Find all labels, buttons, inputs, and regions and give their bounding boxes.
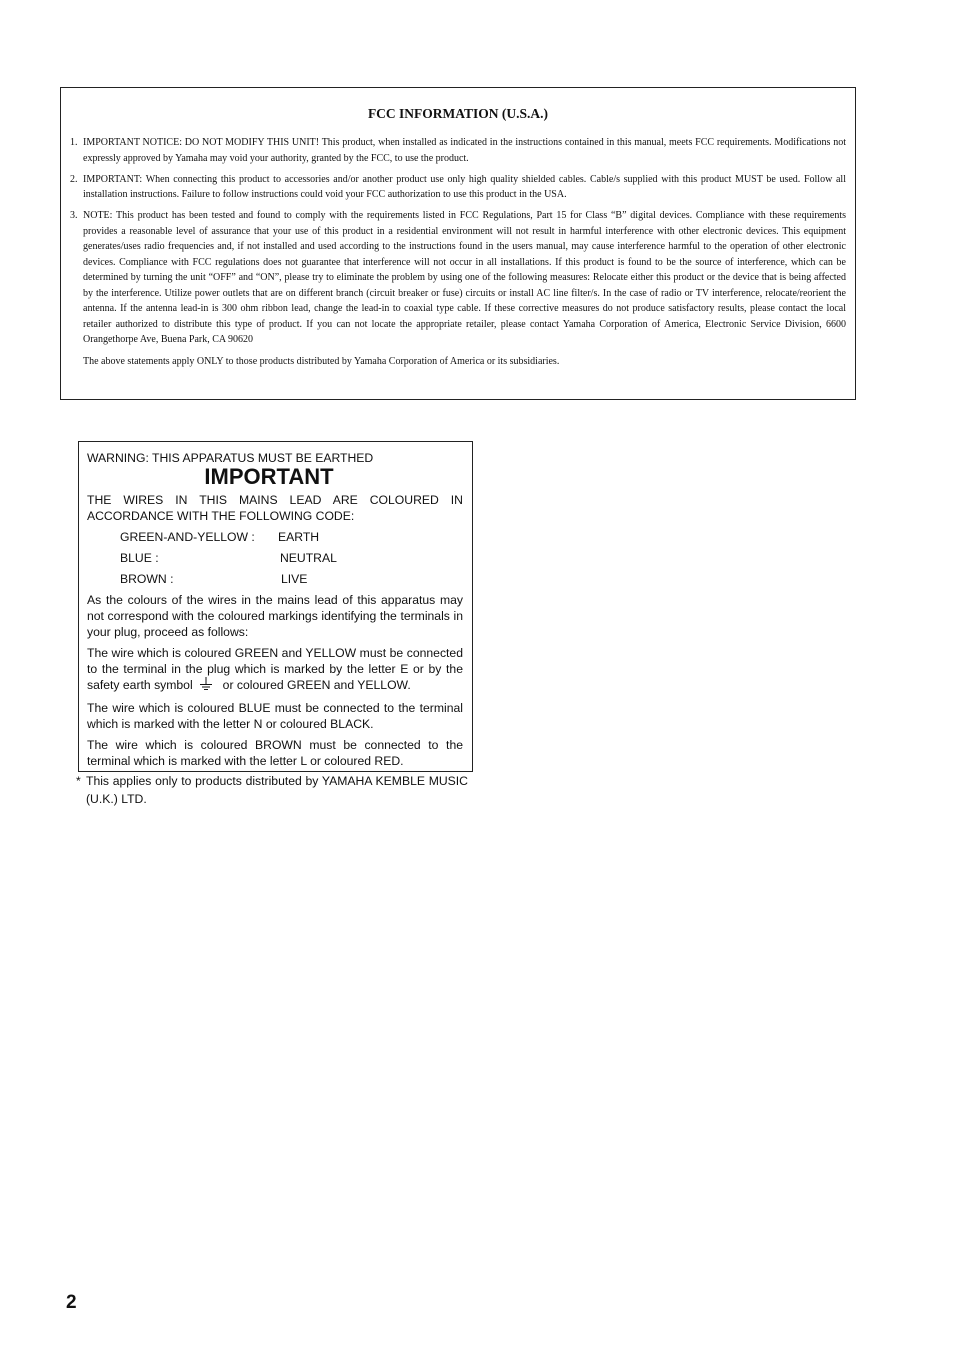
wire-paragraph: As the colours of the wires in the mains lead of this apparatus may not correspond with the coloured markings identifying the terminals in your plug, proceed as follows:: [87, 593, 463, 639]
important-wiring-box: [78, 441, 473, 772]
footnote-text: This applies only to products distributed by YAMAHA KEMBLE MUSIC (U.K.) LTD.: [86, 774, 468, 806]
wire-paragraph: The wire which is coloured BROWN must be connected to the terminal which is marked with the letter L or coloured RED.: [87, 738, 463, 768]
wire-paragraph: The wire which is coloured BLUE must be connected to the terminal which is marked with the letter N or coloured BLACK.: [87, 701, 463, 731]
important-heading: IMPORTANT: [204, 464, 334, 489]
fcc-item: [70, 135, 846, 166]
fcc-item: [70, 208, 846, 348]
earth-text-before: The wire which is coloured GREEN and YELLOW must be connected to the terminal in the plug which is marked by the letter E or by the safety earth symbol: [87, 646, 463, 692]
fcc-note: The above statements apply ONLY to those products distributed by Yamaha Corporation of America or its subsidiaries.: [83, 355, 560, 367]
wire-code-row: [87, 529, 463, 550]
fcc-item: [70, 172, 846, 203]
wire-code-row: [87, 571, 463, 592]
page-number: 2: [66, 1292, 77, 1313]
earth-symbol-icon: [199, 677, 213, 695]
fcc-item-text: IMPORTANT: When connecting this product to accessories and/or another product use only high quality shielded cables. Cable/s supplied with this product MUST be used. Follow all installation instructions. Failure to follow instructions could void your FCC authorization to use this product in the USA.: [83, 173, 846, 200]
wire-colour: BROWN :: [120, 572, 174, 586]
wire-paragraph-earth: [87, 645, 463, 695]
fcc-item-text: IMPORTANT NOTICE: DO NOT MODIFY THIS UNIT! This product, when installed as indicated in the instructions contained in this manual, meets FCC requirements. Modifications not expressly approved by Yamaha may void your authority, granted by the FCC, to use the product.: [83, 137, 846, 164]
wire-code-row: [87, 550, 463, 571]
wire-meaning: LIVE: [281, 572, 308, 586]
fcc-item-number: 3.: [70, 210, 78, 221]
fcc-title: FCC INFORMATION (U.S.A.): [367, 106, 549, 121]
fcc-item-text: NOTE: This product has been tested and found to comply with the requirements listed in FCC Regulations, Part 15 for Class “B” digital devices. Compliance with these requirements provides a reasonable level of assurance that your use of this product in a residential environment will not result in harmful interference with other electronic devices. This equipment generates/uses radio frequencies and, if not installed and used according to the instructions found in the users manual, may cause interference harmful to the operation of other electronic devices. Compliance with FCC regulations does not guarantee that interference will not occur in all installations. If this product is found to be the source of interference, which can be determined by turning the unit “OFF” and “ON”, please try to eliminate the problem by using one of the following measures: Relocate either this product or the device that is being affected by the interference. Utilize power outlets that are on different branch (circuit breaker or fuse) circuits or install AC line filter/s. In the case of radio or TV interference, relocate/reorient the antenna. If the antenna lead-in is 300 ohm ribbon lead, change the lead-in to coaxial type cable. If these corrective measures do not produce satisfactory results, please contact the local retailer authorized to distribute this type of product. If you can not locate the appropriate retailer, please contact Yamaha Corporation of America, Electronic Service Division, 6600 Orangethorpe Ave, Buena Park, CA 90620: [83, 210, 846, 345]
wire-meaning: NEUTRAL: [280, 551, 337, 565]
wire-code-list: [87, 529, 463, 592]
fcc-information-box: [60, 87, 856, 400]
fcc-list: [70, 135, 846, 369]
earth-warning: WARNING: THIS APPARATUS MUST BE EARTHED: [87, 451, 374, 465]
fcc-item-number: 2.: [70, 173, 78, 185]
fcc-item-number: 1.: [70, 137, 78, 148]
wire-colour: GREEN-AND-YELLOW :: [120, 530, 255, 544]
wire-colour: BLUE :: [120, 551, 159, 565]
wire-meaning: EARTH: [278, 530, 320, 544]
footnote: [76, 773, 468, 808]
earth-text-after: or coloured GREEN and YELLOW.: [222, 678, 411, 692]
wire-code-intro: THE WIRES IN THIS MAINS LEAD ARE COLOURED IN ACCORDANCE WITH THE FOLLOWING CODE:: [87, 493, 463, 523]
footnote-marker: *: [76, 774, 81, 788]
